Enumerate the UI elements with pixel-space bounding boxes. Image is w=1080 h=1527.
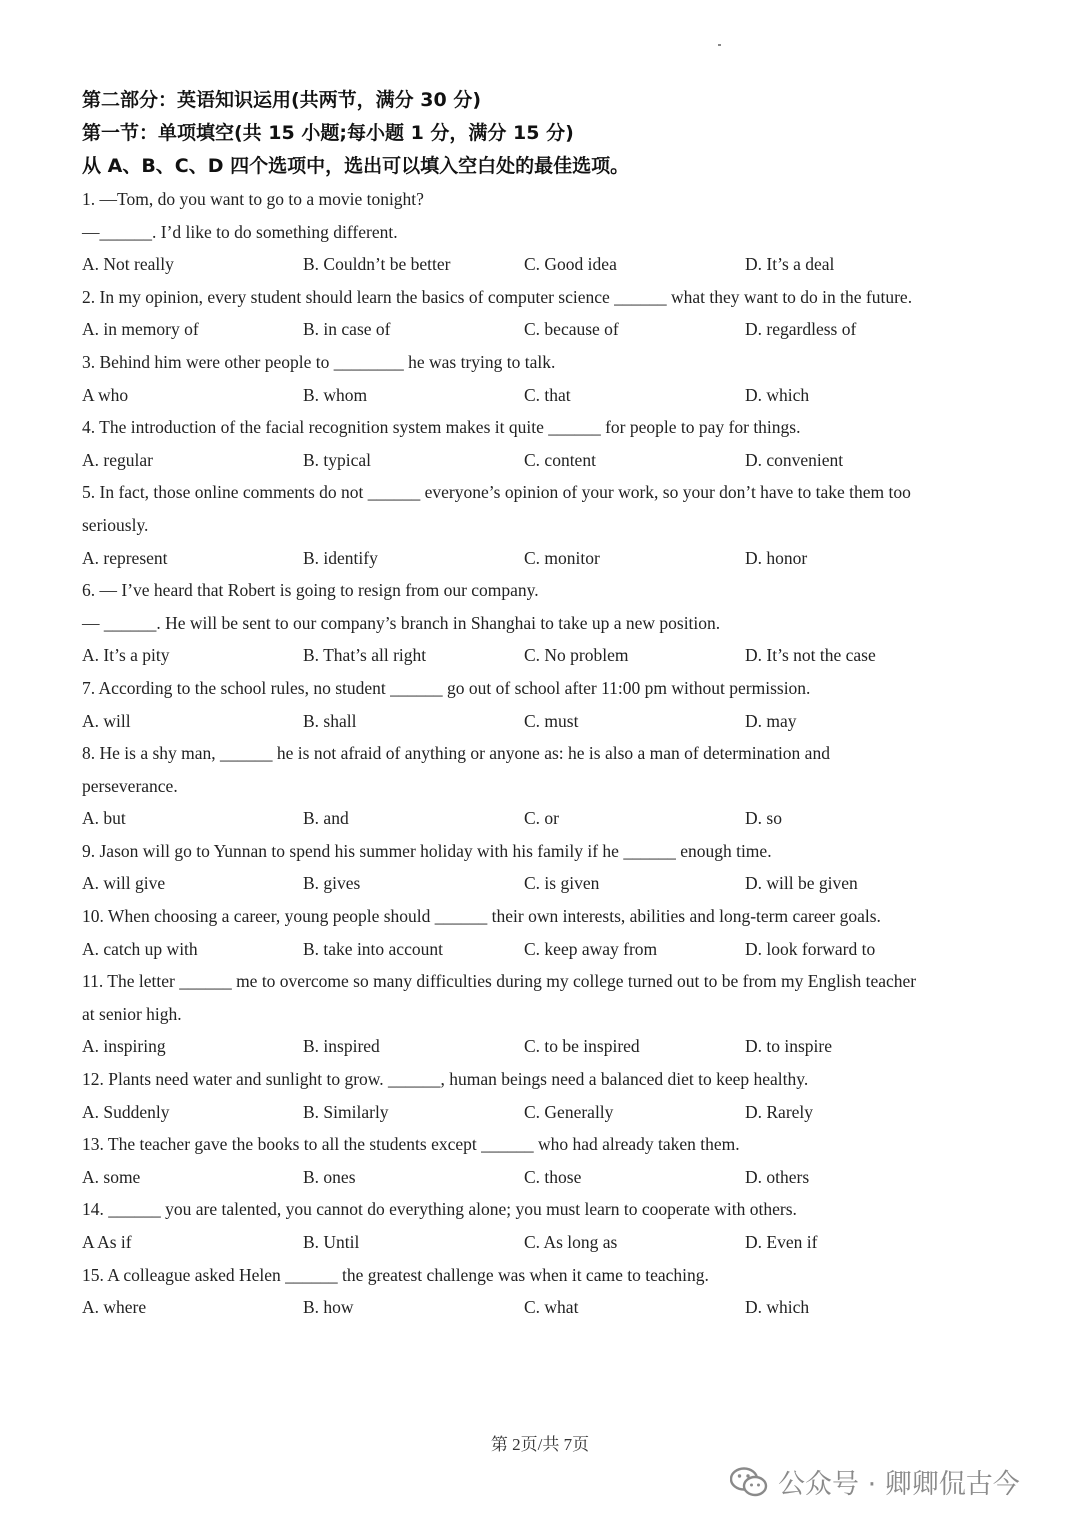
answer-options [82,1096,1002,1129]
option-b: B. how [303,1297,354,1318]
answer-options [82,933,1002,966]
option-c: C. those [524,1166,582,1187]
option-a: A. will give [82,873,166,894]
exam-page [82,84,1002,1324]
question-5 [82,476,1002,574]
answer-options [82,802,1002,835]
option-d: D. will be given [745,873,858,894]
option-a: A. but [82,808,126,829]
answer-options [82,1226,1002,1259]
watermark-text: 公众号 · 卿卿侃古今 [778,1469,1020,1500]
question-9 [82,835,1002,900]
question-7 [82,672,1002,737]
option-c: C. keep away from [524,938,658,959]
answer-options [82,248,1002,281]
wechat-watermark [730,1462,1020,1501]
answer-options [82,313,1002,346]
option-c: C. that [524,384,571,405]
option-a: A As if [82,1232,132,1252]
option-b: B. Until [303,1232,360,1252]
question-stem: 13. The teacher gave the books to all the students except ______ who had already taken them. [82,1134,740,1155]
option-a: A who [82,384,129,405]
question-stem: 3. Behind him were other people to ________ he was trying to talk. [82,351,556,372]
option-b: B. ones [303,1166,356,1187]
option-c: C. monitor [524,547,600,568]
option-c: C. what [524,1297,579,1318]
question-15 [82,1259,1002,1324]
option-b: B. That’s all right [303,645,427,666]
answer-options [82,379,1002,412]
question-3 [82,346,1002,411]
option-c: C. As long as [524,1232,618,1252]
question-stem: 7. According to the school rules, no student ______ go out of school after 11:00 pm without permission. [82,677,811,698]
option-d: D. It’s not the case [745,645,876,666]
question-14 [82,1193,1002,1258]
option-c: C. Good idea [524,254,617,275]
question-11 [82,965,1002,1063]
question-2 [82,281,1002,346]
option-d: D. which [745,1297,810,1318]
question-12 [82,1063,1002,1128]
question-list [82,183,1002,1324]
option-b: B. Similarly [303,1101,389,1122]
question-stem: 9. Jason will go to Yunnan to spend his summer holiday with his family if he ______ enough time. [82,840,772,861]
option-d: D. which [745,384,810,405]
question-stem: 10. When choosing a career, young people should ______ their own interests, abilities and long-term career goals. [82,906,881,927]
option-b: B. Couldn’t be better [303,254,451,275]
option-a: A. Not really [82,254,174,275]
option-c: C. must [524,710,579,731]
option-b: B. typical [303,449,372,470]
question-stem: 15. A colleague asked Helen ______ the greatest challenge was when it came to teaching. [82,1264,709,1285]
option-d: D. convenient [745,449,844,470]
option-a: A. inspiring [82,1036,166,1057]
option-a: A. will [82,710,131,731]
page-number: 第 2页/共 7页 [490,1435,590,1454]
answer-options [82,705,1002,738]
option-d: D. Rarely [745,1101,814,1122]
question-stem: 14. ______ you are talented, you cannot do everything alone; you must learn to cooperate with others. [82,1199,797,1220]
option-c: C. or [524,808,559,829]
option-d: D. look forward to [745,938,876,959]
option-d: D. so [745,808,782,829]
option-a: A. It’s a pity [82,645,170,666]
option-b: B. shall [303,710,357,731]
subsection-title: 第一节：单项填空(共 15 小题;每小题 1 分，满分 15 分) [82,122,574,144]
option-d: D. It’s a deal [745,254,835,275]
option-a: A. represent [82,547,168,568]
option-a: A. where [82,1297,147,1318]
scan-speck [718,44,721,46]
option-b: B. take into account [303,938,443,959]
question-stem-continued: —______. I’d like to do something different. [82,221,398,242]
option-b: B. inspired [303,1036,380,1057]
option-c: C. No problem [524,645,629,666]
question-stem-continued: — ______. He will be sent to our company’s branch in Shanghai to take up a new position. [82,612,721,633]
option-c: C. is given [524,873,600,894]
wechat-icon [730,1467,768,1497]
answer-options [82,444,1002,477]
option-a: A. Suddenly [82,1101,170,1122]
section-title: 第二部分：英语知识运用(共两节，满分 30 分) [82,89,482,111]
question-8 [82,737,1002,835]
option-a: A. regular [82,449,153,470]
option-c: C. to be inspired [524,1036,640,1057]
option-d: D. may [745,710,797,731]
option-d: D. to inspire [745,1036,833,1057]
question-stem-continued: seriously. [82,514,149,535]
question-stem-continued: at senior high. [82,1003,182,1024]
question-stem: 5. In fact, those online comments do not ______ everyone’s opinion of your work, so your don’t have to take them too [82,482,911,503]
question-stem: 2. In my opinion, every student should learn the basics of computer science ______ what they want to do in the future. [82,286,913,307]
question-stem: 1. —Tom, do you want to go to a movie tonight? [82,189,424,209]
option-b: B. in case of [303,319,391,340]
answer-options [82,542,1002,575]
question-stem: 12. Plants need water and sunlight to grow. ______, human beings need a balanced diet to keep healthy. [82,1069,809,1090]
option-b: B. gives [303,873,361,894]
option-b: B. identify [303,547,378,568]
instructions: 从 A、B、C、D 四个选项中，选出可以填入空白处的最佳选项。 [82,155,630,177]
question-1 [82,183,1002,281]
question-10 [82,900,1002,965]
option-c: C. because of [524,319,619,340]
option-d: D. Even if [745,1232,818,1252]
option-b: B. whom [303,384,368,405]
answer-options [82,1030,1002,1063]
question-stem: 4. The introduction of the facial recognition system makes it quite ______ for people to pay for things. [82,417,801,438]
option-d: D. honor [745,547,808,568]
answer-options [82,1161,1002,1194]
option-c: C. Generally [524,1101,614,1122]
answer-options [82,867,1002,900]
question-6 [82,574,1002,672]
question-stem: 8. He is a shy man, ______ he is not afraid of anything or anyone as: he is also a man of determination and [82,743,830,764]
option-d: D. others [745,1166,810,1187]
question-13 [82,1128,1002,1193]
option-a: A. catch up with [82,938,198,959]
question-stem: 6. — I’ve heard that Robert is going to resign from our company. [82,580,539,601]
question-stem: 11. The letter ______ me to overcome so many difficulties during my college turned out to be from my English teacher [82,971,917,992]
answer-options [82,639,1002,672]
option-b: B. and [303,808,349,829]
option-d: D. regardless of [745,319,857,340]
answer-options [82,1291,1002,1324]
option-a: A. some [82,1166,141,1187]
option-a: A. in memory of [82,319,199,340]
question-stem-continued: perseverance. [82,775,178,796]
option-c: C. content [524,449,596,470]
question-4 [82,411,1002,476]
